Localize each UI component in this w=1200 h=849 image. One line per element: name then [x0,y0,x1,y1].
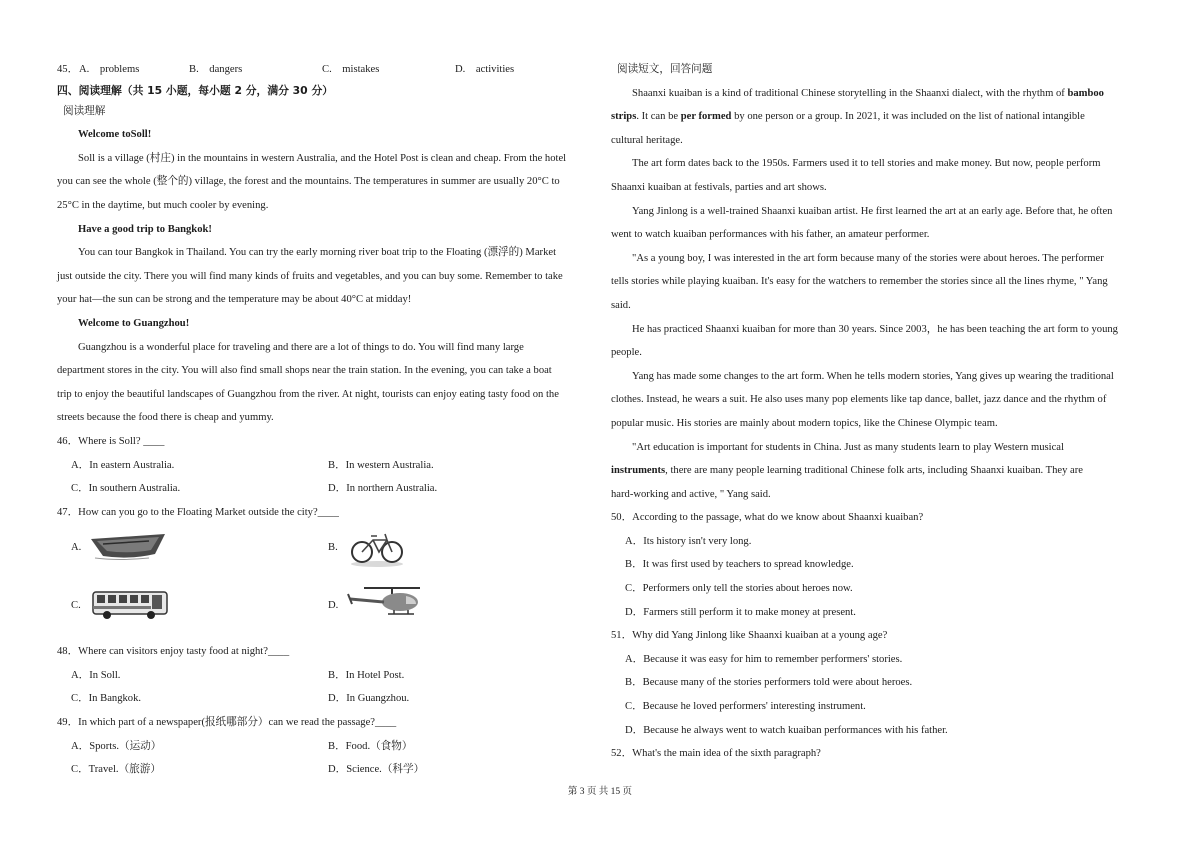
passage-line: Yang Jinlong is a well-trained Shaanxi kuaiban artist. He first learned the art at an early age. Before that, he often [632,205,1113,217]
question-48: 48．Where can visitors enjoy tasty food at night?____ [57,646,290,658]
passage-line: said. [611,299,631,311]
passage-line: The art form dates back to the 1950s. Farmers used it to tell stories and make money. But now, people perform [632,158,1101,170]
option-b-label: B. [328,542,338,554]
bicycle-icon [349,524,405,568]
reading-label: 阅读理解 [63,105,106,117]
passage-line: He has practiced Shaanxi kuaiban for more than 30 years. Since 2003，he has been teaching the art form to young [632,323,1118,335]
text-span: by one person or a group. In 2021, it was included on the list of national intangible [731,111,1085,123]
passage-line [611,459,1146,483]
option-d: D．In Guangzhou. [328,693,410,705]
passage-line: 25°C in the daytime, but much cooler by evening. [57,199,269,211]
passage-line [611,82,1146,106]
passage-line: cultural heritage. [611,134,683,146]
passage-title-soll: Welcome toSoll! [78,129,152,141]
passage-line: Yang has made some changes to the art form. When he tells modern stories, Yang gives up wearing the traditional [632,370,1114,382]
option-c: C. mistakes [322,64,380,75]
passage-line: just outside the city. There you will find many kinds of fruits and vegetables, and you can buy some. Remember to take [57,270,563,282]
passage-line: hard-working and active, " Yang said. [611,488,771,500]
options-row [57,758,592,782]
bold-word: bamboo [1067,87,1104,99]
bus-icon [91,590,169,620]
passage-line: went to watch kuaiban performances with his father, an amateur performer. [611,229,930,241]
bold-word: per formed [680,111,732,123]
bold-word: instruments [611,465,666,477]
option-b: B．It was first used by teachers to spread knowledge. [625,559,854,571]
passage-line: your hat—the sun can be strong and the temperature may be about 40°C at midday! [57,294,412,306]
passage-line: "As a young boy, I was interested in the art form because many of the stories were about heroes. The performer [632,252,1104,264]
page-footer: 第 3 页 共 15 页 [567,787,633,797]
helicopter-icon [344,584,424,620]
option-d-label: D. [328,600,339,612]
option-b: B．In Hotel Post. [328,669,405,681]
question-47: 47．How can you go to the Floating Market outside the city?____ [57,506,339,518]
option-c: C．Because he loved performers' interesting instrument. [625,701,866,713]
option-b: B. dangers [189,64,243,75]
option-b: B．Food.（食物） [328,740,413,752]
passage-line: streets because the food there is cheap and yummy. [57,412,274,424]
question-50: 50．According to the passage, what do we know about Shaanxi kuaiban? [611,512,924,524]
passage-line: Shaanxi kuaiban at festivals, parties and art shows. [611,181,827,193]
option-a: A．Because it was easy for him to remember performers' stories. [625,653,903,665]
option-c: C．Performers only tell the stories about heroes now. [625,583,853,595]
option-b: B．In western Australia. [328,459,434,471]
bold-word: strips [611,111,637,123]
passage-title-bangkok: Have a good trip to Bangkok! [78,223,212,235]
option-a: A．Its history isn't very long. [625,535,752,547]
option-a: A. problems [79,64,140,75]
passage-line: you can see the whole (整个的) village, the forest and the mountains. The temperatures in summer are usually 20°C to [57,176,560,188]
passage-line: department stores in the city. You will also find small shops near the train station. In the evening, you can take a boat [57,365,552,377]
option-a: A．In eastern Australia. [71,459,175,471]
passage-line [611,105,1146,129]
passage-line: clothes. Instead, he wears a suit. He also uses many pop elements like tap dance, ballet, jazz dance and the rhythm of [611,394,1107,406]
image-options-row [57,582,592,640]
options-row [57,477,592,501]
options-row [57,735,592,759]
section-header: 四、阅读理解（共 15 小题，每小题 2 分，满分 30 分） [57,83,334,97]
option-c-label: C. [71,600,81,612]
option-d: D．Because he always went to watch kuaiban performances with his father. [625,724,948,736]
image-options-row [57,524,592,582]
question-52: 52．What's the main idea of the sixth paragraph? [611,748,821,760]
right-column [611,58,1146,766]
option-c: C．In Bangkok. [71,693,142,705]
reading-label: 阅读短文，回答问题 [617,64,713,75]
passage-line: Guangzhou is a wonderful place for traveling and there are a lot of things to do. You will find many large [78,341,524,353]
passage-line: trip to enjoy the beautiful landscapes of Guangzhou from the river. At night, tourists can enjoy eating tasty food on the [57,388,559,400]
passage-line: tells stories while playing kuaiban. It's easy for the watchers to remember the stories since all the lines rhyme, " Yang [611,276,1108,288]
text-span: , there are many people learning traditional Chinese folk arts, including Shaanxi kuaiban. They are [665,465,1083,477]
boat-icon [89,530,167,562]
question-number: 45． [57,64,79,75]
option-a: A．Sports.（运动） [71,740,162,752]
option-c: C．In southern Australia. [71,483,181,495]
question-45 [57,58,592,82]
option-b: B．Because many of the stories performers told were about heroes. [625,677,913,689]
option-d: D．In northern Australia. [328,483,438,495]
text-span: . It can be [636,111,681,123]
passage-line: Soll is a village (村庄) in the mountains in western Australia, and the Hotel Post is clean and cheap. From the hotel [78,152,567,164]
option-a: A．In Soll. [71,669,121,681]
options-row [57,687,592,711]
option-d: D. activities [455,64,515,75]
option-d: D．Science.（科学） [328,764,425,776]
passage-line: people. [611,347,642,359]
option-d: D．Farmers still perform it to make money at present. [625,606,856,618]
passage-line: You can tour Bangkok in Thailand. You can try the early morning river boat trip to the Floating (漂浮的) Market [78,247,557,259]
question-46: 46．Where is Soll? ____ [57,435,165,447]
option-c: C．Travel.（旅游） [71,764,161,776]
question-49: 49．In which part of a newspaper(报纸哪部分）can we read the passage?____ [57,717,397,729]
options-row [57,454,592,478]
text-span: Shaanxi kuaiban is a kind of traditional Chinese storytelling in the Shaanxi dialect, with the rhythm of [632,87,1068,99]
question-51: 51．Why did Yang Jinlong like Shaanxi kuaiban at a young age? [611,630,888,642]
passage-line: popular music. His stories are mainly about modern topics, like the Chinese Olympic team. [611,417,998,429]
passage-title-guangzhou: Welcome to Guangzhou! [78,317,190,329]
left-column [57,58,592,782]
passage-line: "Art education is important for students in China. Just as many students learn to play Western musical [632,441,1064,453]
options-row [57,664,592,688]
option-a-label: A. [71,542,82,554]
